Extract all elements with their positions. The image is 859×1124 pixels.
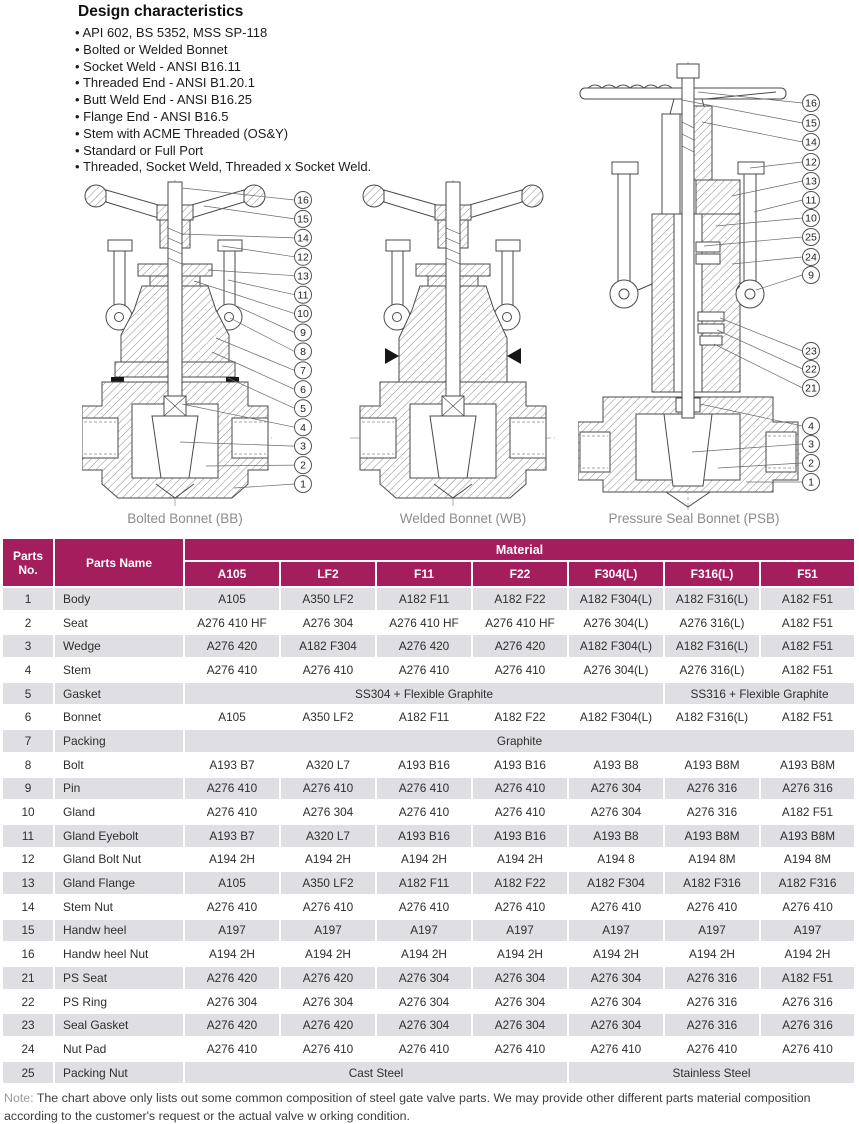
parts-no-cell: 1 <box>3 588 53 610</box>
parts-name-cell: Gland Flange <box>55 872 183 894</box>
parts-name-cell: Stem <box>55 659 183 681</box>
material-cell: A193 B16 <box>473 754 567 776</box>
material-cell: A182 F316(L) <box>665 635 759 657</box>
callout-leader-line <box>702 122 803 142</box>
material-cell: A182 F51 <box>761 801 854 823</box>
parts-name-cell: Handw heel <box>55 920 183 942</box>
callout-number: 11 <box>805 194 817 207</box>
table-row <box>3 872 854 894</box>
table-row <box>3 635 854 657</box>
material-cell: A182 F22 <box>473 588 567 610</box>
callout-number: 5 <box>300 402 306 415</box>
parts-name-cell: Stem Nut <box>55 896 183 918</box>
material-cell: A276 304 <box>281 801 375 823</box>
material-cell: A194 8M <box>665 849 759 871</box>
material-cell: A276 410 HF <box>473 612 567 634</box>
callout-number: 2 <box>300 459 306 472</box>
material-cell: A105 <box>185 706 279 728</box>
material-cell: A276 410 <box>377 659 471 681</box>
material-cell: A182 F304 <box>281 635 375 657</box>
design-bullet: • Threaded, Socket Weld, Threaded x Socket Weld. <box>75 159 371 176</box>
callout-number: 9 <box>300 327 306 340</box>
material-cell: A182 F22 <box>473 872 567 894</box>
material-cell: A193 B16 <box>377 754 471 776</box>
table-row <box>3 683 854 705</box>
material-cell: A194 2H <box>569 943 663 965</box>
parts-name-cell: Wedge <box>55 635 183 657</box>
material-cell: SS304 + Flexible Graphite <box>185 683 663 705</box>
parts-no-cell: 25 <box>3 1062 53 1084</box>
material-cell: A193 B16 <box>473 825 567 847</box>
material-cell: A194 8 <box>569 849 663 871</box>
note <box>4 1090 857 1124</box>
material-cell: A276 304(L) <box>569 659 663 681</box>
material-cell: A276 304 <box>473 991 567 1013</box>
parts-name-cell: PS Seat <box>55 967 183 989</box>
parts-name-cell: Gasket <box>55 683 183 705</box>
material-cell: A276 410 HF <box>185 612 279 634</box>
material-cell: A276 410 <box>569 1038 663 1060</box>
material-cell: A320 L7 <box>281 754 375 776</box>
table-row <box>3 1062 854 1084</box>
parts-name-cell: Body <box>55 588 183 610</box>
callout-number: 25 <box>805 231 817 244</box>
material-cell: A194 2H <box>761 943 854 965</box>
material-cell: A276 316(L) <box>665 659 759 681</box>
table-row <box>3 612 854 634</box>
parts-name-cell: PS Ring <box>55 991 183 1013</box>
material-cell: A276 304 <box>377 967 471 989</box>
material-cell: A276 420 <box>185 967 279 989</box>
material-cell: A193 B8 <box>569 825 663 847</box>
callout-number: 1 <box>300 478 306 491</box>
material-cell: A182 F11 <box>377 872 471 894</box>
material-cell: Graphite <box>185 730 854 752</box>
table-row <box>3 778 854 800</box>
parts-no-cell: 11 <box>3 825 53 847</box>
figure-caption-psb: Pressure Seal Bonnet (PSB) <box>608 511 780 526</box>
table-row <box>3 706 854 728</box>
material-cell: A194 2H <box>185 849 279 871</box>
material-cell: A194 2H <box>473 943 567 965</box>
material-cell: A276 410 <box>185 659 279 681</box>
figure-bolted-bonnet-drawing <box>82 180 317 508</box>
parts-no-cell: 14 <box>3 896 53 918</box>
parts-no-cell: 13 <box>3 872 53 894</box>
callout-number: 12 <box>297 251 309 264</box>
callout-number: 7 <box>300 365 306 377</box>
material-cell: A350 LF2 <box>281 872 375 894</box>
material-cell: A197 <box>761 920 854 942</box>
table-row <box>3 1038 854 1060</box>
col-header-material: Material <box>185 539 854 560</box>
table-row <box>3 991 854 1013</box>
material-cell: A276 410 <box>185 1038 279 1060</box>
design-bullet: • Flange End - ANSI B16.5 <box>75 109 371 126</box>
material-cell: A193 B8M <box>665 754 759 776</box>
callout-number: 21 <box>805 382 817 395</box>
material-cell: A276 410 <box>185 896 279 918</box>
material-cell: A276 316 <box>665 778 759 800</box>
parts-no-cell: 6 <box>3 706 53 728</box>
material-cell: A276 420 <box>281 967 375 989</box>
material-column-header: F11 <box>377 562 471 586</box>
callout-number: 3 <box>300 440 306 453</box>
callout-number: 10 <box>805 212 817 225</box>
parts-no-cell: 9 <box>3 778 53 800</box>
callout-leader-line <box>230 318 295 352</box>
callout-number: 22 <box>805 363 817 376</box>
design-bullet: • Butt Weld End - ANSI B16.25 <box>75 92 371 109</box>
material-cell: A194 2H <box>665 943 759 965</box>
material-cell: A182 F51 <box>761 706 854 728</box>
callout-leader-line <box>732 181 803 196</box>
materials-table <box>1 537 856 1085</box>
material-cell: A182 F22 <box>473 706 567 728</box>
callout-number: 14 <box>297 232 309 245</box>
material-cell: A182 F11 <box>377 706 471 728</box>
material-cell: A276 410 <box>185 778 279 800</box>
material-cell: A182 F11 <box>377 588 471 610</box>
parts-name-cell: Handw heel Nut <box>55 943 183 965</box>
design-bullet: • Stem with ACME Threaded (OS&Y) <box>75 126 371 143</box>
table-row <box>3 730 854 752</box>
parts-name-cell: Nut Pad <box>55 1038 183 1060</box>
material-cell: A182 F316 <box>761 872 854 894</box>
material-cell: A276 410 <box>761 896 854 918</box>
table-row <box>3 659 854 681</box>
callout-leader-line <box>754 200 803 212</box>
parts-name-cell: Seal Gasket <box>55 1014 183 1036</box>
design-bullet: • Bolted or Welded Bonnet <box>75 42 371 59</box>
parts-name-cell: Seat <box>55 612 183 634</box>
callout-number: 4 <box>300 421 306 434</box>
material-cell: A193 B8M <box>761 754 854 776</box>
table-row <box>3 920 854 942</box>
material-cell: A182 F304 <box>569 872 663 894</box>
material-cell: A276 410 <box>569 896 663 918</box>
material-cell: A193 B8M <box>761 825 854 847</box>
parts-no-cell: 7 <box>3 730 53 752</box>
callout-number: 14 <box>805 136 817 149</box>
material-column-header: A105 <box>185 562 279 586</box>
material-cell: A276 410 HF <box>377 612 471 634</box>
design-bullet: • Standard or Full Port <box>75 143 371 160</box>
parts-no-cell: 10 <box>3 801 53 823</box>
material-cell: A276 316 <box>761 1014 854 1036</box>
callout-number: 12 <box>805 156 817 169</box>
material-cell: A182 F51 <box>761 612 854 634</box>
material-cell: A197 <box>185 920 279 942</box>
material-cell: A105 <box>185 872 279 894</box>
parts-no-cell: 23 <box>3 1014 53 1036</box>
parts-no-cell: 4 <box>3 659 53 681</box>
material-cell: A276 410 <box>665 896 759 918</box>
callout-number: 8 <box>300 346 306 359</box>
material-cell: A276 304 <box>377 1014 471 1036</box>
note-text: The chart above only lists out some common composition of steel gate valve parts. We may provide other different parts material composition according to the customer's request or the actual valve w orking condition. <box>4 1091 811 1123</box>
callout-number: 16 <box>297 194 309 207</box>
parts-name-cell: Bolt <box>55 754 183 776</box>
table-row <box>3 849 854 871</box>
material-cell: A194 2H <box>281 849 375 871</box>
parts-no-cell: 3 <box>3 635 53 657</box>
parts-no-cell: 2 <box>3 612 53 634</box>
parts-no-cell: 16 <box>3 943 53 965</box>
material-cell: A276 410 <box>761 1038 854 1060</box>
figure-welded-bonnet-drawing <box>350 180 555 508</box>
material-cell: A182 F51 <box>761 967 854 989</box>
material-cell: A320 L7 <box>281 825 375 847</box>
material-cell: A276 410 <box>473 896 567 918</box>
material-cell: A276 316 <box>665 991 759 1013</box>
material-cell: A276 316 <box>665 1014 759 1036</box>
material-cell: A194 2H <box>281 943 375 965</box>
material-cell: A276 420 <box>473 635 567 657</box>
material-cell: A182 F51 <box>761 635 854 657</box>
material-cell: A276 410 <box>665 1038 759 1060</box>
parts-name-cell: Packing <box>55 730 183 752</box>
material-cell: A182 F304(L) <box>569 706 663 728</box>
material-cell: A197 <box>281 920 375 942</box>
material-column-header: F22 <box>473 562 567 586</box>
material-cell: A276 410 <box>377 896 471 918</box>
callout-number: 4 <box>808 420 814 433</box>
material-cell: A276 304 <box>569 967 663 989</box>
material-cell: A350 LF2 <box>281 588 375 610</box>
material-cell: A276 304 <box>473 967 567 989</box>
callout-number: 13 <box>805 175 817 188</box>
material-cell: A194 8M <box>761 849 854 871</box>
table-row <box>3 943 854 965</box>
material-cell: A276 316(L) <box>665 612 759 634</box>
design-bullet-list <box>75 25 371 176</box>
material-cell: A193 B7 <box>185 825 279 847</box>
callout-leader-line <box>732 257 803 264</box>
material-cell: Stainless Steel <box>569 1062 854 1084</box>
parts-no-cell: 8 <box>3 754 53 776</box>
material-cell: A197 <box>665 920 759 942</box>
page-title: Design characteristics <box>78 3 244 20</box>
callout-number: 9 <box>808 269 814 282</box>
material-column-header: F316(L) <box>665 562 759 586</box>
material-cell: A182 F304(L) <box>569 635 663 657</box>
parts-name-cell: Gland Eyebolt <box>55 825 183 847</box>
callout-leader-line <box>228 280 295 295</box>
material-cell: A276 304 <box>569 1014 663 1036</box>
material-cell: A182 F316 <box>665 872 759 894</box>
material-cell: A276 410 <box>473 801 567 823</box>
material-cell: A182 F316(L) <box>665 706 759 728</box>
design-bullet: • Socket Weld - ANSI B16.11 <box>75 59 371 76</box>
callout-leader-line <box>182 234 295 238</box>
material-cell: A193 B7 <box>185 754 279 776</box>
material-cell: A276 410 <box>377 778 471 800</box>
material-cell: A197 <box>377 920 471 942</box>
material-cell: A276 420 <box>281 1014 375 1036</box>
parts-name-cell: Pin <box>55 778 183 800</box>
material-cell: A276 304(L) <box>569 612 663 634</box>
material-cell: A276 316 <box>761 778 854 800</box>
parts-name-cell: Bonnet <box>55 706 183 728</box>
material-cell: A276 410 <box>281 896 375 918</box>
callout-leader-line <box>204 206 295 219</box>
parts-name-cell: Gland <box>55 801 183 823</box>
material-cell: A276 410 <box>281 778 375 800</box>
material-column-header: F304(L) <box>569 562 663 586</box>
material-cell: A182 F304(L) <box>569 588 663 610</box>
figure-caption-wb: Welded Bonnet (WB) <box>399 511 527 526</box>
callout-number: 1 <box>808 476 814 489</box>
note-label: Note: <box>4 1091 34 1105</box>
material-cell: A194 2H <box>377 849 471 871</box>
material-cell: A276 420 <box>377 635 471 657</box>
callout-leader-line <box>208 270 295 276</box>
parts-no-cell: 24 <box>3 1038 53 1060</box>
material-cell: A105 <box>185 588 279 610</box>
material-cell: A276 304 <box>281 612 375 634</box>
material-cell: A276 410 <box>377 801 471 823</box>
material-cell: A276 410 <box>473 778 567 800</box>
figure-caption-bb: Bolted Bonnet (BB) <box>127 511 243 526</box>
material-cell: A276 304 <box>473 1014 567 1036</box>
material-cell: A197 <box>569 920 663 942</box>
parts-no-cell: 21 <box>3 967 53 989</box>
design-bullet: • API 602, BS 5352, MSS SP-118 <box>75 25 371 42</box>
callout-number: 24 <box>805 251 817 264</box>
callout-number: 15 <box>297 213 309 226</box>
material-cell: A276 316 <box>665 967 759 989</box>
col-header-parts-name: Parts Name <box>55 539 183 586</box>
material-cell: A193 B8M <box>665 825 759 847</box>
material-cell: A276 316 <box>665 801 759 823</box>
callout-number: 2 <box>808 457 814 470</box>
callout-number: 13 <box>297 270 309 283</box>
material-cell: A276 410 <box>473 659 567 681</box>
material-cell: A276 410 <box>473 1038 567 1060</box>
material-cell: A194 2H <box>377 943 471 965</box>
callout-number: 15 <box>805 117 817 130</box>
table-row <box>3 801 854 823</box>
design-bullet: • Threaded End - ANSI B1.20.1 <box>75 75 371 92</box>
table-row <box>3 967 854 989</box>
material-cell: Cast Steel <box>185 1062 567 1084</box>
material-cell: A194 2H <box>473 849 567 871</box>
material-cell: A182 F51 <box>761 659 854 681</box>
material-cell: A194 2H <box>185 943 279 965</box>
parts-name-cell: Gland Bolt Nut <box>55 849 183 871</box>
material-cell: A276 304 <box>569 991 663 1013</box>
callout-leader-line <box>756 275 803 290</box>
material-cell: A276 410 <box>185 801 279 823</box>
material-cell: A276 420 <box>185 1014 279 1036</box>
material-cell: A276 304 <box>569 778 663 800</box>
material-cell: SS316 + Flexible Graphite <box>665 683 854 705</box>
material-column-header: LF2 <box>281 562 375 586</box>
material-cell: A182 F316(L) <box>665 588 759 610</box>
callout-number: 11 <box>297 289 309 302</box>
material-cell: A193 B8 <box>569 754 663 776</box>
material-cell: A350 LF2 <box>281 706 375 728</box>
table-row <box>3 754 854 776</box>
material-cell: A193 B16 <box>377 825 471 847</box>
table-row <box>3 896 854 918</box>
callout-number: 23 <box>805 345 817 358</box>
table-row <box>3 825 854 847</box>
material-cell: A276 304 <box>377 991 471 1013</box>
material-cell: A276 304 <box>569 801 663 823</box>
material-cell: A276 410 <box>281 659 375 681</box>
material-cell: A276 410 <box>281 1038 375 1060</box>
parts-no-cell: 12 <box>3 849 53 871</box>
callout-number: 10 <box>297 308 309 321</box>
parts-no-cell: 22 <box>3 991 53 1013</box>
material-cell: A182 F51 <box>761 588 854 610</box>
parts-no-cell: 15 <box>3 920 53 942</box>
material-cell: A197 <box>473 920 567 942</box>
table-row <box>3 588 854 610</box>
material-cell: A276 410 <box>377 1038 471 1060</box>
material-cell: A276 420 <box>185 635 279 657</box>
parts-name-cell: Packing Nut <box>55 1062 183 1084</box>
callout-number: 3 <box>808 438 814 451</box>
material-cell: A276 304 <box>281 991 375 1013</box>
material-cell: A276 304 <box>185 991 279 1013</box>
figure-pressure-seal-bonnet-drawing <box>578 62 828 512</box>
callout-number: 6 <box>300 383 306 396</box>
table-row <box>3 1014 854 1036</box>
col-header-parts-no: Parts No. <box>3 539 53 586</box>
material-column-header: F51 <box>761 562 854 586</box>
callout-number: 16 <box>805 97 817 110</box>
material-cell: A276 316 <box>761 991 854 1013</box>
parts-no-cell: 5 <box>3 683 53 705</box>
